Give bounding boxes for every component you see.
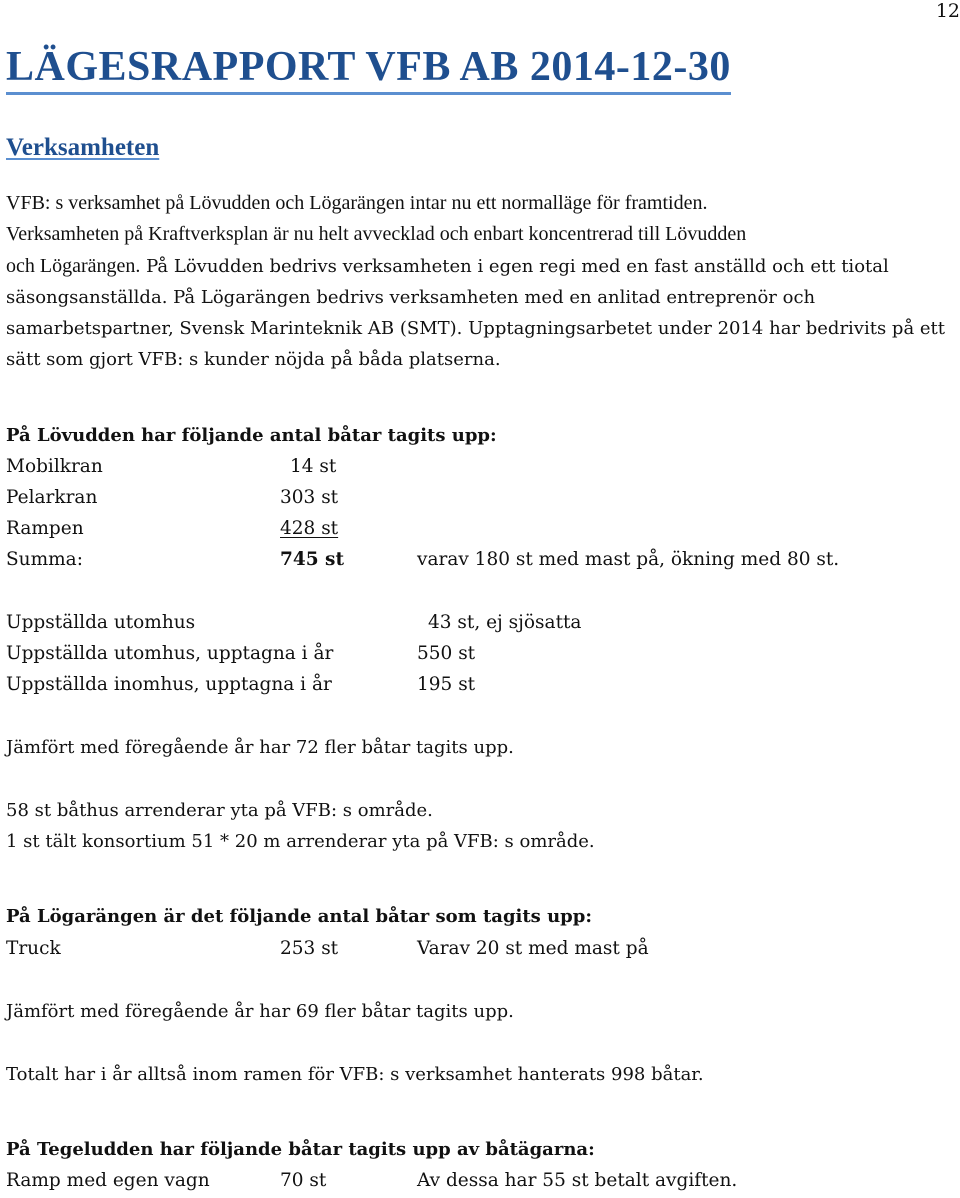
row-label: Ramp med egen vagn (6, 1170, 210, 1191)
row-value: 303 st (280, 487, 339, 508)
row-value: 43 st, ej sjösatta (428, 612, 582, 633)
intro-line-2: Verksamheten på Kraftverksplan är nu helt avvecklad och enbart koncentrerad till Lövudden (6, 223, 747, 246)
tegeludden-heading: På Tegeludden har följande båtar tagits upp av båtägarna: (6, 1139, 595, 1160)
intro-line-1: VFB: s verksamhet på Lövudden och Lögarängen intar nu ett normalläge för framtiden. (6, 192, 708, 214)
total-statement: Totalt har i år alltså inom ramen för VFB: s verksamhet hanterats 998 båtar. (6, 1064, 704, 1085)
lovudden-heading: På Lövudden har följande antal båtar tagits upp: (6, 425, 497, 446)
row-note: Varav 20 st med mast på (417, 938, 649, 959)
logarangen-comparison: Jämfört med föregående år har 69 fler båtar tagits upp. (6, 1001, 514, 1022)
page-number: 12 (935, 0, 960, 22)
intro-line-3: och Lögarängen. (6, 254, 141, 277)
lovudden-comparison: Jämfört med föregående år har 72 fler båtar tagits upp. (6, 737, 514, 758)
row-label: Uppställda inomhus, upptagna i år (6, 674, 332, 695)
row-label: Pelarkran (6, 487, 98, 508)
logarangen-heading: På Lögarängen är det följande antal båtar som tagits upp: (6, 906, 592, 927)
row-value: 14 st (290, 456, 337, 477)
row-label: Truck (6, 938, 61, 959)
sum-value: 745 st (280, 549, 345, 570)
row-note: Av dessa har 55 st betalt avgiften. (417, 1170, 738, 1191)
row-label: Uppställda utomhus (6, 612, 196, 633)
row-value: 550 st (417, 643, 476, 664)
row-value: 253 st (280, 938, 339, 959)
intro-paragraph (6, 188, 956, 376)
row-value: 195 st (417, 674, 476, 695)
lease-tent: 1 st tält konsortium 51 * 20 m arrenderar yta på VFB: s område. (6, 831, 595, 852)
sum-note: varav 180 st med mast på, ökning med 80 st. (417, 549, 840, 570)
row-value: 428 st (280, 518, 339, 539)
intro-rest: På Lövudden bedrivs verksamheten i egen regi med en fast anställd och ett tiotal säsongsanställda. På Lögarängen bedrivs verksamheten med en anlitad entreprenör och samarbetspartner, Svensk Marinteknik AB (SMT). Upptagningsarbetet under 2014 har bedrivits på ett sätt som gjort VFB: s kunder nöjda på båda platserna. (6, 255, 946, 371)
lease-boathouses: 58 st båthus arrenderar yta på VFB: s område. (6, 800, 433, 821)
row-label: Rampen (6, 518, 84, 539)
row-value: 70 st (280, 1170, 327, 1191)
section-heading: Verksamheten (6, 134, 160, 161)
row-label: Mobilkran (6, 456, 103, 477)
sum-label: Summa: (6, 549, 83, 570)
page-title: LÄGESRAPPORT VFB AB 2014-12-30 (6, 42, 731, 95)
row-label: Uppställda utomhus, upptagna i år (6, 643, 334, 664)
